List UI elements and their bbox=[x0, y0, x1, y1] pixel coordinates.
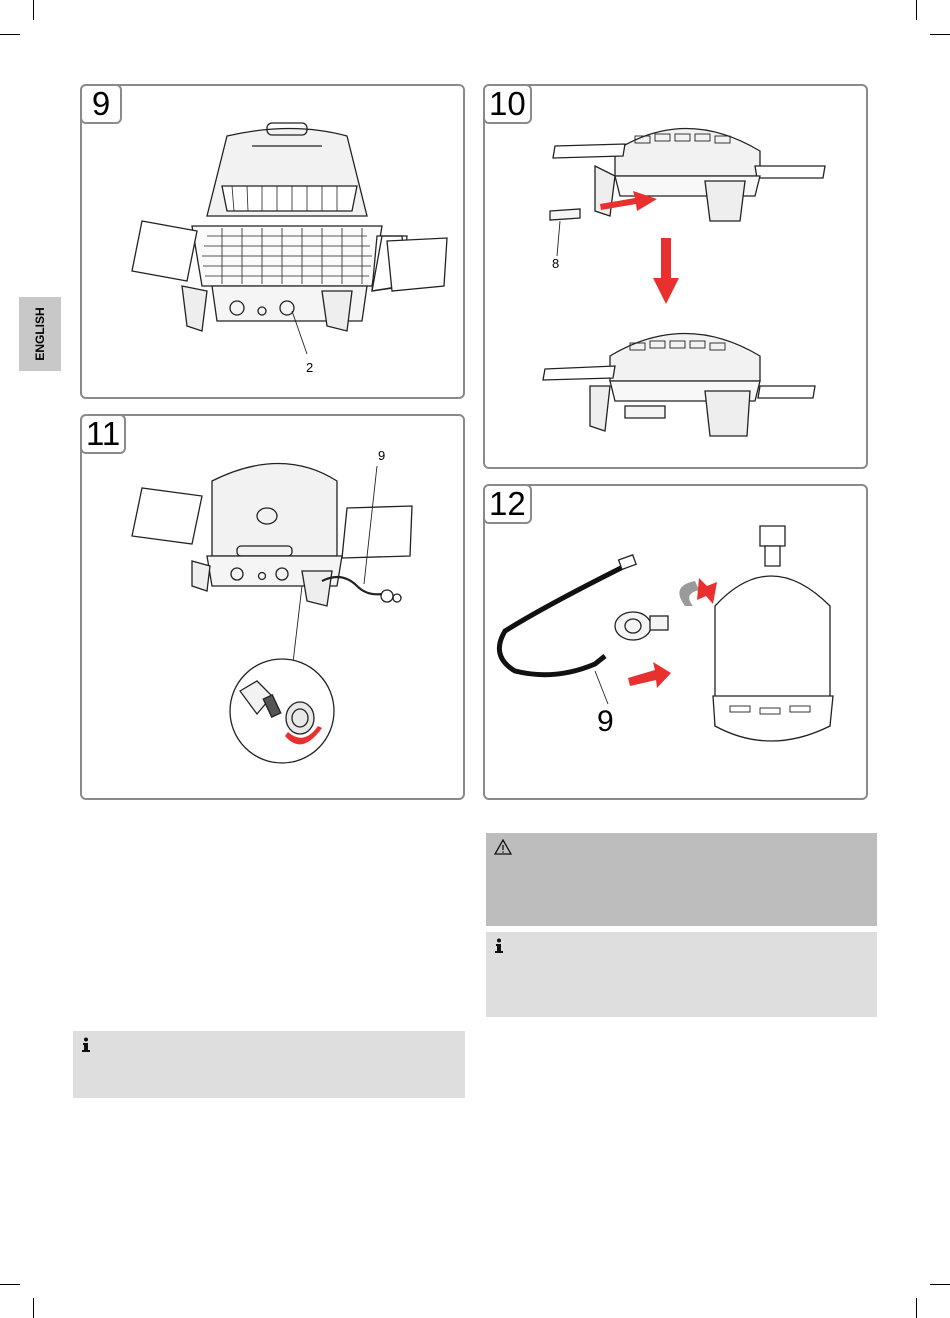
figure-12-illustration bbox=[485, 486, 870, 802]
language-tab bbox=[19, 297, 61, 371]
figure-10-illustration bbox=[485, 86, 870, 471]
figure-10-panel bbox=[483, 84, 868, 469]
callout-label: 8 bbox=[552, 256, 560, 271]
callout-label: 9 bbox=[597, 705, 614, 738]
crop-mark bbox=[0, 1284, 20, 1285]
figure-11-panel bbox=[80, 414, 465, 800]
rotation-arrow-icon bbox=[697, 578, 717, 604]
figure-11-illustration bbox=[82, 416, 467, 802]
warning-triangle-icon bbox=[494, 839, 512, 855]
crop-mark bbox=[916, 0, 917, 20]
language-tab-label: ENGLISH bbox=[33, 307, 47, 361]
crop-mark bbox=[33, 1298, 34, 1318]
red-arrow-icon bbox=[628, 662, 671, 688]
rotation-arrow-icon bbox=[679, 581, 699, 606]
figure-9-panel bbox=[80, 84, 465, 399]
figure-number-badge: 11 bbox=[80, 414, 126, 454]
figure-number-badge: 12 bbox=[483, 484, 532, 524]
warning-note-box bbox=[486, 833, 877, 926]
figure-number-badge: 10 bbox=[483, 84, 532, 124]
crop-mark bbox=[0, 34, 20, 35]
crop-mark bbox=[930, 1284, 950, 1285]
info-i-icon bbox=[81, 1037, 91, 1053]
info-i-icon bbox=[494, 938, 504, 954]
crop-mark bbox=[916, 1298, 917, 1318]
info-note-box bbox=[486, 932, 877, 1017]
figure-number-badge: 9 bbox=[80, 84, 122, 124]
callout-label: 2 bbox=[306, 360, 314, 375]
info-note-box bbox=[73, 1031, 465, 1098]
figure-12-panel bbox=[483, 484, 868, 800]
crop-mark bbox=[33, 0, 34, 20]
callout-label: 9 bbox=[378, 448, 386, 463]
red-arrow-icon bbox=[600, 191, 679, 304]
crop-mark bbox=[930, 34, 950, 35]
figure-9-illustration bbox=[82, 86, 467, 401]
